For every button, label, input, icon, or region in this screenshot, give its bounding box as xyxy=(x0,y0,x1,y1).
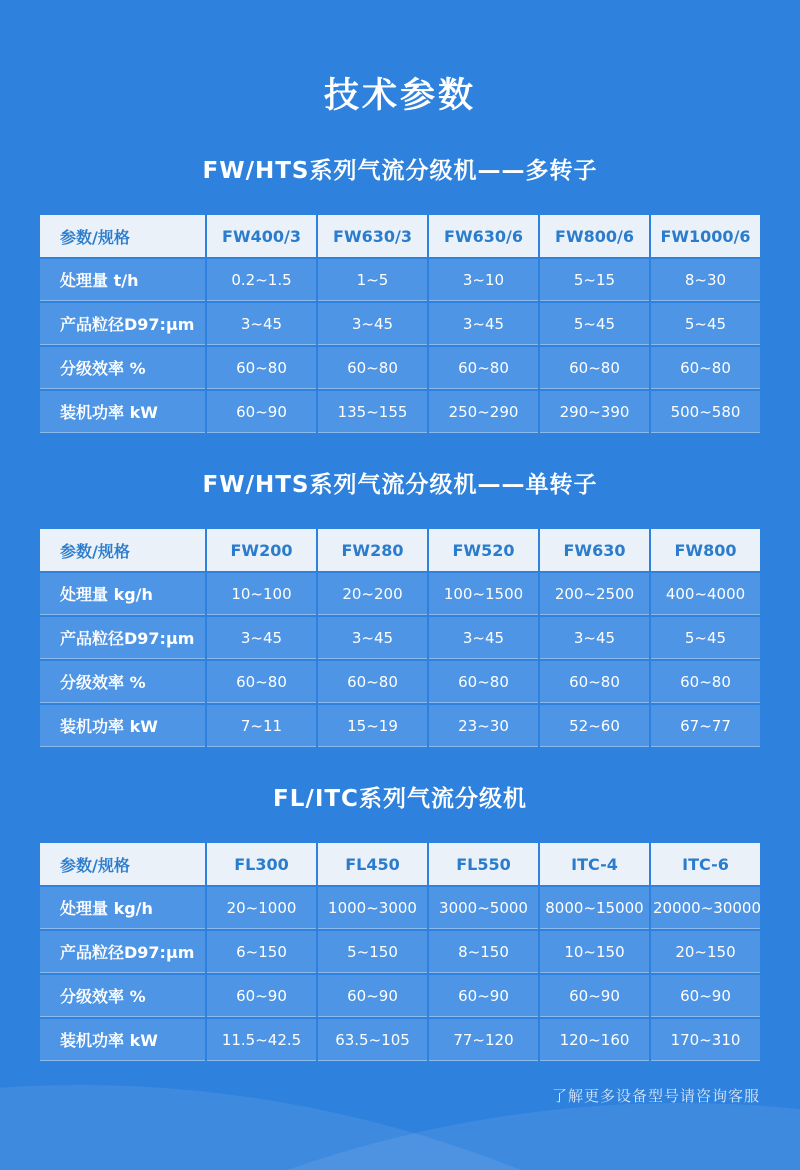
spec-value-cell: 100~1500 xyxy=(429,573,538,615)
param-label-cell: 分级效率 % xyxy=(40,347,205,389)
param-label-cell: 分级效率 % xyxy=(40,661,205,703)
header-row xyxy=(40,843,760,885)
model-header-cell: FW630/6 xyxy=(429,215,538,257)
spec-value-cell: 60~80 xyxy=(318,661,427,703)
param-label-cell: 处理量 kg/h xyxy=(40,573,205,615)
param-label-cell: 处理量 kg/h xyxy=(40,887,205,929)
spec-row xyxy=(40,391,760,433)
section-heading-single-rotor: FW/HTS系列气流分级机——单转子 xyxy=(202,472,598,498)
spec-value-cell: 60~90 xyxy=(207,391,316,433)
spec-value-cell: 60~80 xyxy=(429,347,538,389)
spec-value-cell: 1~5 xyxy=(318,259,427,301)
spec-value-cell: 7~11 xyxy=(207,705,316,747)
spec-value-cell: 60~80 xyxy=(318,347,427,389)
spec-row xyxy=(40,617,760,659)
spec-value-cell: 60~90 xyxy=(318,975,427,1017)
spec-row xyxy=(40,573,760,615)
spec-value-cell: 20~200 xyxy=(318,573,427,615)
spec-row xyxy=(40,1019,760,1061)
spec-value-cell: 60~80 xyxy=(540,661,649,703)
spec-row xyxy=(40,887,760,929)
spec-value-cell: 5~45 xyxy=(651,303,760,345)
model-header-cell: FW200 xyxy=(207,529,316,571)
header-row xyxy=(40,215,760,257)
spec-value-cell: 5~45 xyxy=(540,303,649,345)
param-label-cell: 产品粒径D97:μm xyxy=(40,617,205,659)
spec-value-cell: 3~45 xyxy=(318,617,427,659)
spec-value-cell: 11.5~42.5 xyxy=(207,1019,316,1061)
section-heading-fl-itc: FL/ITC系列气流分级机 xyxy=(273,786,527,812)
model-header-cell: FW630/3 xyxy=(318,215,427,257)
model-header-cell: FL550 xyxy=(429,843,538,885)
spec-value-cell: 60~90 xyxy=(429,975,538,1017)
spec-value-cell: 5~45 xyxy=(651,617,760,659)
spec-value-cell: 400~4000 xyxy=(651,573,760,615)
spec-row xyxy=(40,975,760,1017)
model-header-cell: ITC-6 xyxy=(651,843,760,885)
spec-value-cell: 200~2500 xyxy=(540,573,649,615)
spec-value-cell: 60~80 xyxy=(651,347,760,389)
model-header-cell: FL300 xyxy=(207,843,316,885)
spec-value-cell: 8000~15000 xyxy=(540,887,649,929)
model-header-cell: FW1000/6 xyxy=(651,215,760,257)
spec-value-cell: 1000~3000 xyxy=(318,887,427,929)
param-label-cell: 处理量 t/h xyxy=(40,259,205,301)
spec-table-fw-hts-single-rotor xyxy=(38,527,762,749)
param-label-cell: 产品粒径D97:μm xyxy=(40,931,205,973)
spec-row xyxy=(40,259,760,301)
param-label-cell: 装机功率 kW xyxy=(40,705,205,747)
spec-value-cell: 60~90 xyxy=(207,975,316,1017)
section-fl-itc xyxy=(0,783,800,1063)
model-header-cell: FW800 xyxy=(651,529,760,571)
spec-value-cell: 52~60 xyxy=(540,705,649,747)
spec-row xyxy=(40,303,760,345)
spec-value-cell: 10~100 xyxy=(207,573,316,615)
spec-value-cell: 5~150 xyxy=(318,931,427,973)
spec-value-cell: 60~80 xyxy=(207,661,316,703)
model-header-cell: ITC-4 xyxy=(540,843,649,885)
spec-value-cell: 500~580 xyxy=(651,391,760,433)
section-fw-hts-single-rotor xyxy=(0,469,800,749)
spec-value-cell: 3~45 xyxy=(429,617,538,659)
spec-value-cell: 60~90 xyxy=(540,975,649,1017)
spec-value-cell: 67~77 xyxy=(651,705,760,747)
spec-value-cell: 60~90 xyxy=(651,975,760,1017)
model-header-cell: FW400/3 xyxy=(207,215,316,257)
model-header-cell: FW800/6 xyxy=(540,215,649,257)
spec-value-cell: 15~19 xyxy=(318,705,427,747)
spec-value-cell: 3~10 xyxy=(429,259,538,301)
wave-arc-right xyxy=(0,1103,800,1170)
spec-value-cell: 60~80 xyxy=(540,347,649,389)
section-heading-multi-rotor: FW/HTS系列气流分级机——多转子 xyxy=(202,158,598,184)
spec-table-fw-hts-multi-rotor xyxy=(38,213,762,435)
spec-value-cell: 6~150 xyxy=(207,931,316,973)
page-title: 技术参数 xyxy=(323,76,476,116)
spec-row xyxy=(40,347,760,389)
spec-value-cell: 120~160 xyxy=(540,1019,649,1061)
spec-value-cell: 60~80 xyxy=(651,661,760,703)
spec-value-cell: 20000~30000 xyxy=(651,887,760,929)
spec-row xyxy=(40,705,760,747)
spec-row xyxy=(40,661,760,703)
model-header-cell: FW630 xyxy=(540,529,649,571)
spec-value-cell: 8~150 xyxy=(429,931,538,973)
spec-value-cell: 3~45 xyxy=(207,617,316,659)
param-spec-header-cell: 参数/规格 xyxy=(40,215,205,257)
spec-value-cell: 0.2~1.5 xyxy=(207,259,316,301)
spec-value-cell: 170~310 xyxy=(651,1019,760,1061)
spec-value-cell: 135~155 xyxy=(318,391,427,433)
spec-value-cell: 5~15 xyxy=(540,259,649,301)
spec-value-cell: 23~30 xyxy=(429,705,538,747)
param-label-cell: 产品粒径D97:μm xyxy=(40,303,205,345)
spec-value-cell: 8~30 xyxy=(651,259,760,301)
param-spec-header-cell: 参数/规格 xyxy=(40,843,205,885)
footer-note: 了解更多设备型号请咨询客服 xyxy=(551,1087,760,1105)
spec-value-cell: 60~80 xyxy=(207,347,316,389)
model-header-cell: FW520 xyxy=(429,529,538,571)
spec-value-cell: 3~45 xyxy=(207,303,316,345)
spec-value-cell: 3~45 xyxy=(429,303,538,345)
spec-value-cell: 60~80 xyxy=(429,661,538,703)
param-label-cell: 分级效率 % xyxy=(40,975,205,1017)
spec-value-cell: 3~45 xyxy=(540,617,649,659)
spec-value-cell: 20~150 xyxy=(651,931,760,973)
spec-value-cell: 250~290 xyxy=(429,391,538,433)
spec-value-cell: 63.5~105 xyxy=(318,1019,427,1061)
section-fw-hts-multi-rotor xyxy=(0,155,800,435)
spec-value-cell: 77~120 xyxy=(429,1019,538,1061)
param-spec-header-cell: 参数/规格 xyxy=(40,529,205,571)
model-header-cell: FL450 xyxy=(318,843,427,885)
param-label-cell: 装机功率 kW xyxy=(40,391,205,433)
header-row xyxy=(40,529,760,571)
spec-value-cell: 3~45 xyxy=(318,303,427,345)
spec-value-cell: 3000~5000 xyxy=(429,887,538,929)
spec-row xyxy=(40,931,760,973)
spec-value-cell: 10~150 xyxy=(540,931,649,973)
spec-table-fl-itc xyxy=(38,841,762,1063)
model-header-cell: FW280 xyxy=(318,529,427,571)
param-label-cell: 装机功率 kW xyxy=(40,1019,205,1061)
spec-value-cell: 20~1000 xyxy=(207,887,316,929)
spec-value-cell: 290~390 xyxy=(540,391,649,433)
